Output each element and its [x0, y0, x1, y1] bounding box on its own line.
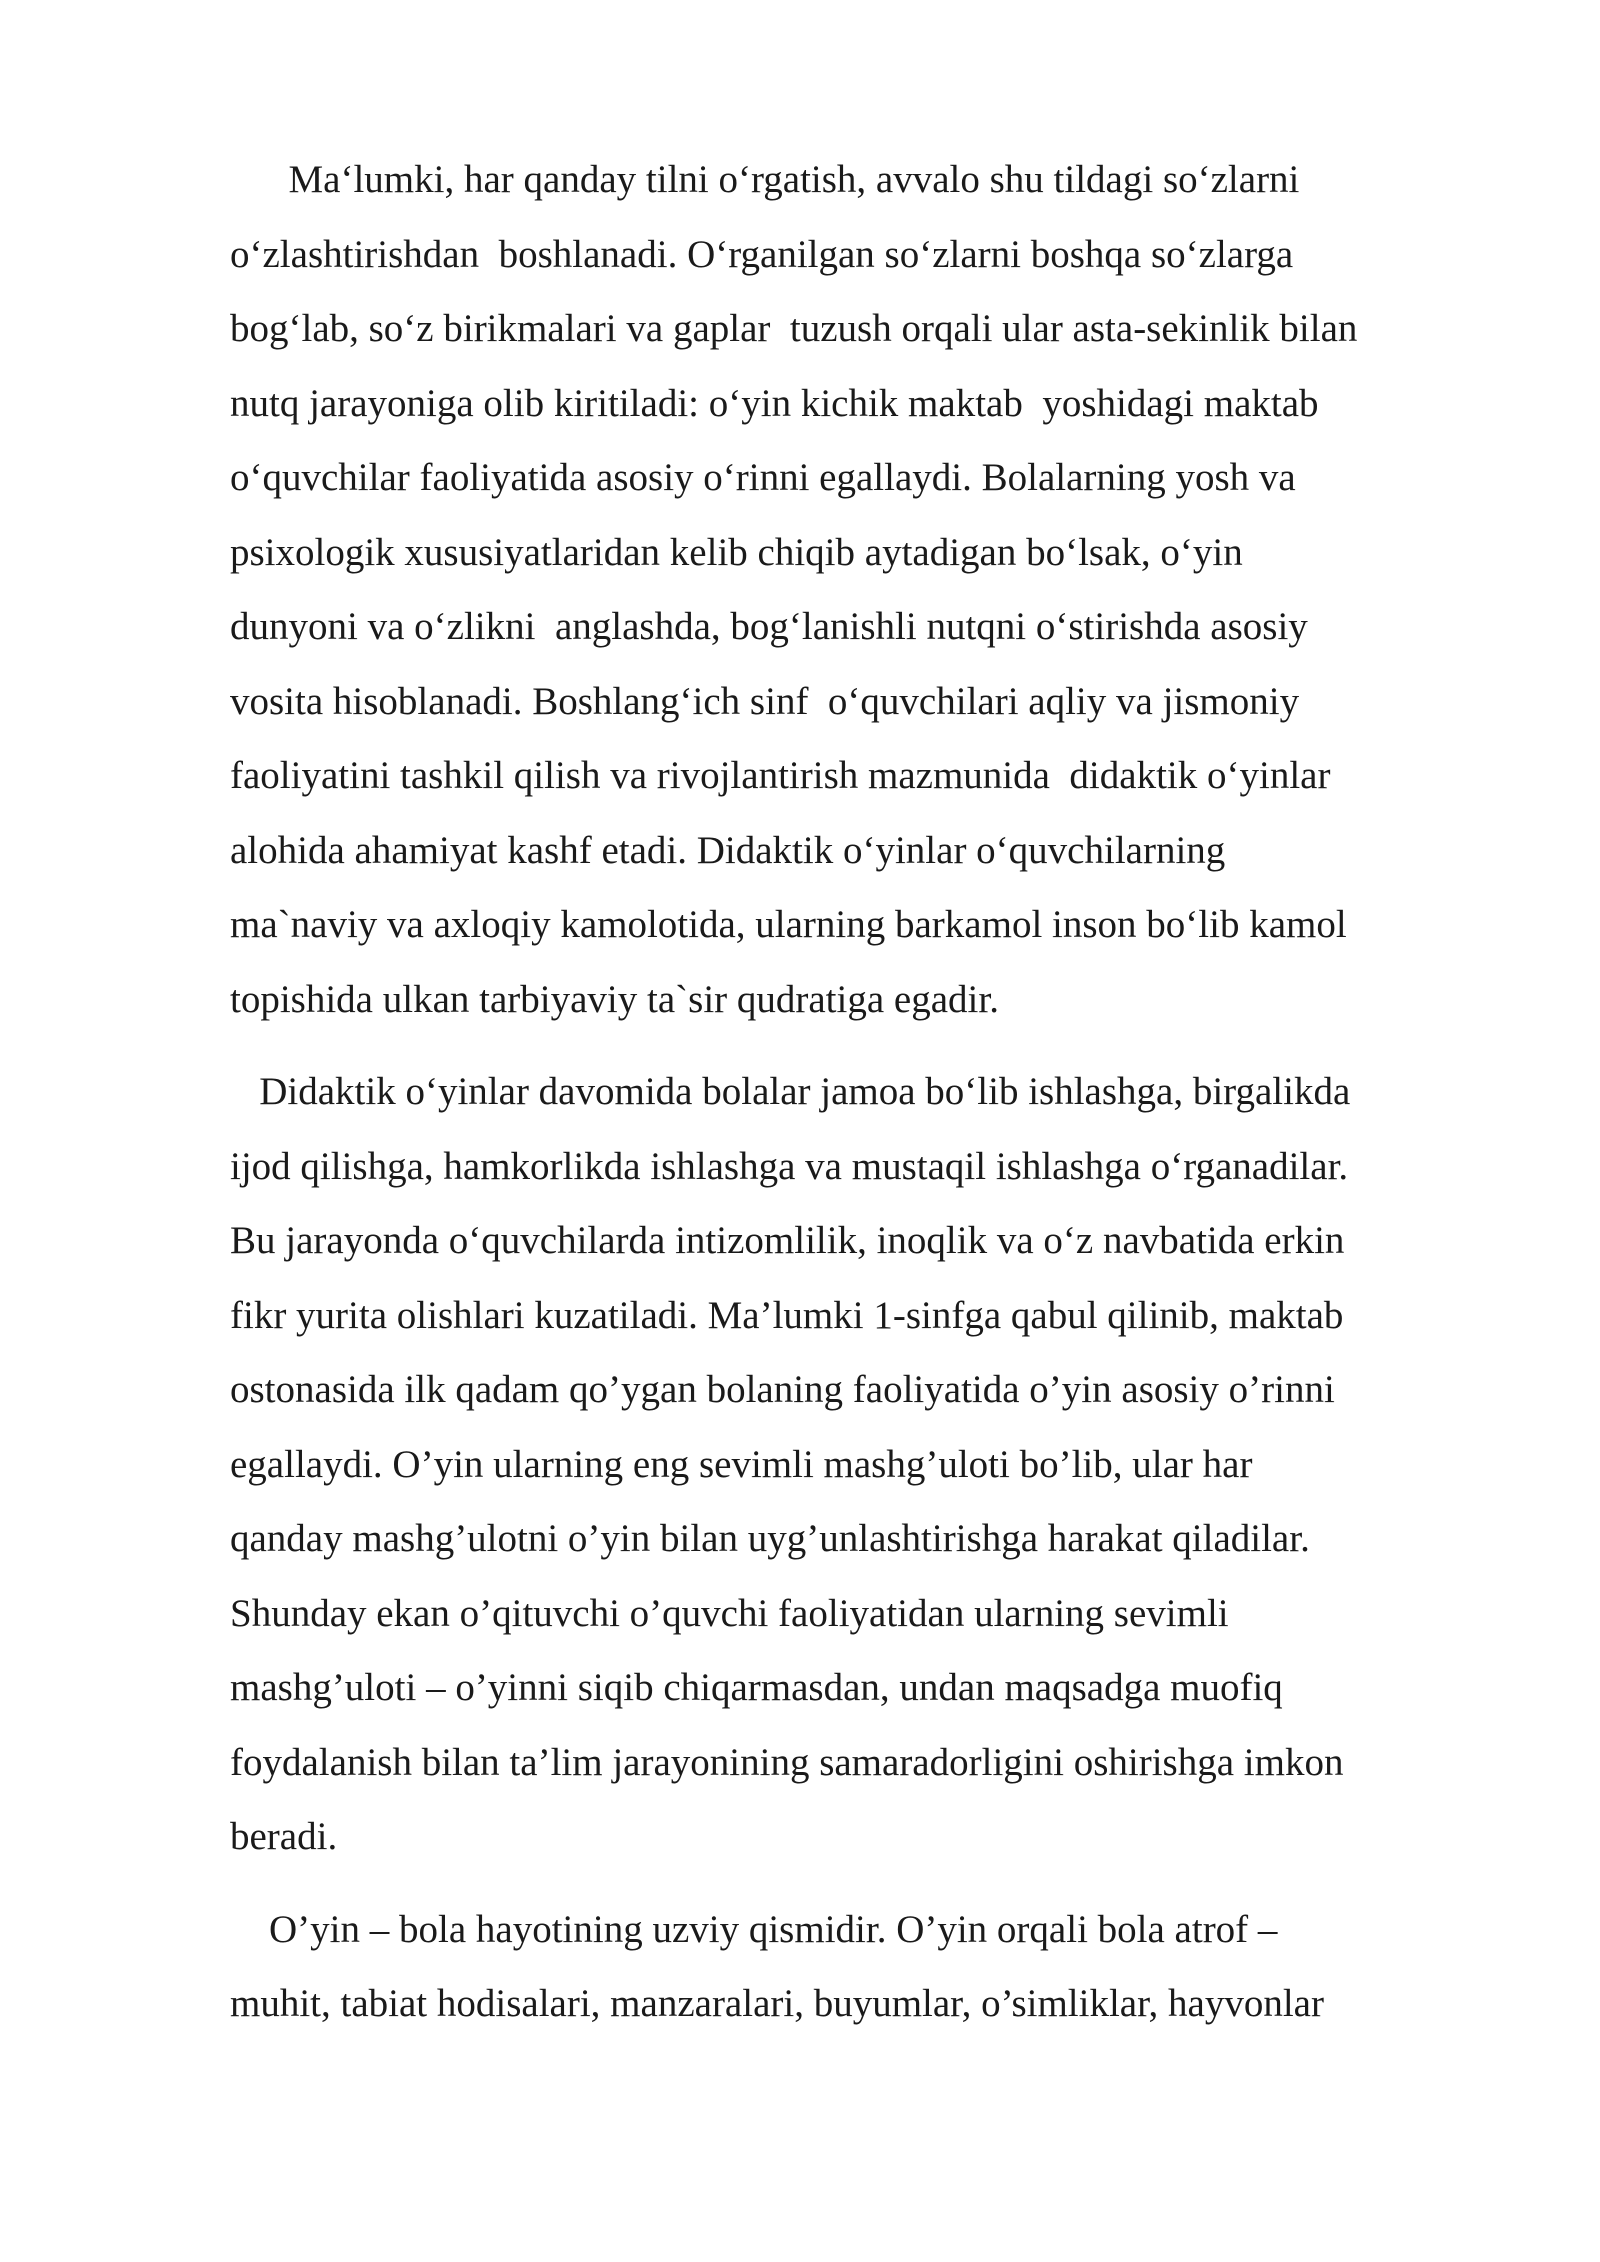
text-line: oʻzlashtirishdan boshlanadi. Oʻrganilgan soʻzlarni boshqa soʻzlarga: [230, 232, 1294, 276]
text-line: foydalanish bilan ta’lim jarayonining samaradorligini oshirishga imkon: [230, 1740, 1344, 1784]
text-line: beradi.: [230, 1815, 338, 1858]
text-line: fikr yurita olishlari kuzatiladi. Ma’lumki 1-sinfga qabul qilinib, maktab: [230, 1293, 1344, 1337]
text-line: ma`naviy va axloqiy kamolotida, ularning barkamol inson boʻlib kamol: [230, 903, 1347, 946]
text-line: Didaktik oʻyinlar davomida bolalar jamoa boʻlib ishlashga, birgalikda: [230, 1070, 1351, 1113]
text-line: ijod qilishga, hamkorlikda ishlashga va mustaqil ishlashga oʻrganadilar.: [230, 1144, 1349, 1188]
paragraph-1: [230, 150, 1480, 1044]
paragraph-spacer: [230, 1044, 1480, 1062]
text-line: O’yin – bola hayotining uzviy qismidir. O’yin orqali bola atrof –: [230, 1907, 1278, 1951]
text-line: alohida ahamiyat kashf etadi. Didaktik oʻyinlar oʻquvchilarning: [230, 828, 1226, 872]
paragraph-3: [230, 1900, 1480, 2049]
text-line: vosita hisoblanadi. Boshlangʻich sinf oʻquvchilari aqliy va jismoniy: [230, 679, 1300, 723]
body-text: [230, 150, 1480, 2049]
text-line: Shunday ekan o’qituvchi o’quvchi faoliyatidan ularning sevimli: [230, 1591, 1229, 1635]
text-line: mashg’uloti – o’yinni siqib chiqarmasdan, undan maqsadga muofiq: [230, 1666, 1283, 1709]
text-line: Bu jarayonda oʻquvchilarda intizomlilik, inoqlik va oʻz navbatida erkin: [230, 1219, 1345, 1262]
text-line: topishida ulkan tarbiyaviy ta`sir qudratiga egadir.: [230, 977, 999, 1021]
text-line: nutq jarayoniga olib kiritiladi: oʻyin kichik maktab yoshidagi maktab: [230, 381, 1319, 425]
text-line: faoliyatini tashkil qilish va rivojlantirish mazmunida didaktik oʻyinlar: [230, 754, 1331, 797]
text-line: qanday mashg’ulotni o’yin bilan uyg’unlashtirishga harakat qiladilar.: [230, 1517, 1310, 1560]
text-line: bogʻlab, soʻz birikmalari va gaplar tuzush orqali ular asta-sekinlik bilan: [230, 307, 1358, 350]
text-line: egallaydi. O’yin ularning eng sevimli mashg’uloti bo’lib, ular har: [230, 1442, 1253, 1486]
text-line: Maʻlumki, har qanday tilni oʻrgatish, avvalo shu tildagi soʻzlarni: [230, 158, 1300, 201]
paragraph-2: [230, 1062, 1480, 1882]
text-line: ostonasida ilk qadam qo’ygan bolaning faoliyatida o’yin asosiy o’rinni: [230, 1368, 1335, 1411]
text-line: psixologik xususiyatlaridan kelib chiqib aytadigan boʻlsak, oʻyin: [230, 530, 1243, 574]
text-line: muhit, tabiat hodisalari, manzaralari, buyumlar, o’simliklar, hayvonlar: [230, 1982, 1324, 2025]
text-line: dunyoni va oʻzlikni anglashda, bogʻlanishli nutqni oʻstirishda asosiy: [230, 605, 1308, 648]
paragraph-spacer: [230, 1882, 1480, 1900]
text-line: oʻquvchilar faoliyatida asosiy oʻrinni egallaydi. Bolalarning yosh va: [230, 456, 1296, 499]
